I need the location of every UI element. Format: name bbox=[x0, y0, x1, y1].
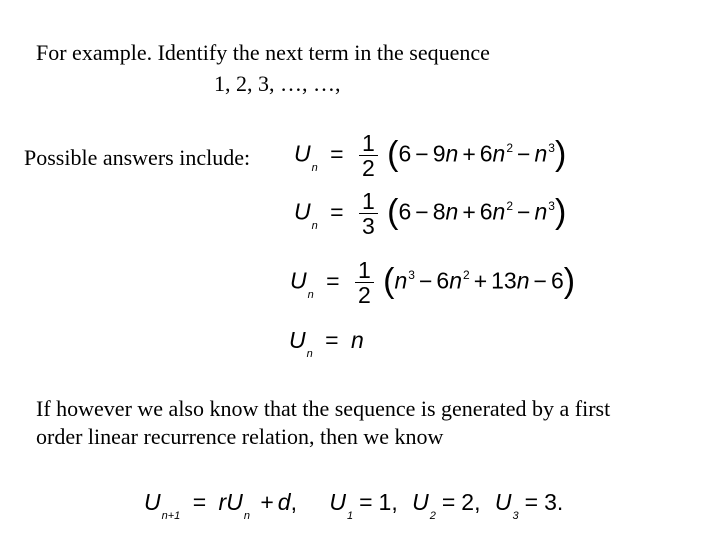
sequence-terms: 1, 2, 3, …, …, bbox=[214, 71, 341, 96]
recurrence-relation: $U_{n+1} = rU_n + d$, $U_1= 1$, $U_2= 2$, $U_3= 3$. bbox=[144, 489, 564, 522]
intro-line-1: For example. Identify the next term in the sequence bbox=[36, 40, 490, 65]
outro-line-1: If however we also know that the sequence is generated by a first bbox=[36, 396, 611, 421]
formula-1: $U_n$ = $\frac{1}{2}$ $(6 - 9n + 6n^2 - n^3)$ bbox=[294, 130, 567, 181]
formula-4: $U_n = n$ bbox=[289, 327, 364, 360]
formula-3: $U_n$ = $\frac{1}{2}$ $(n^3 - 6n^2 + 13n - 6)$ bbox=[290, 257, 576, 308]
outro-line-2: order linear recurrence relation, then we know bbox=[36, 424, 444, 449]
answers-label: Possible answers include: bbox=[24, 145, 251, 170]
formula-2: $U_n$ = $\frac{1}{3}$ $(6 - 8n + 6n^2 - n^3)$ bbox=[294, 188, 567, 239]
